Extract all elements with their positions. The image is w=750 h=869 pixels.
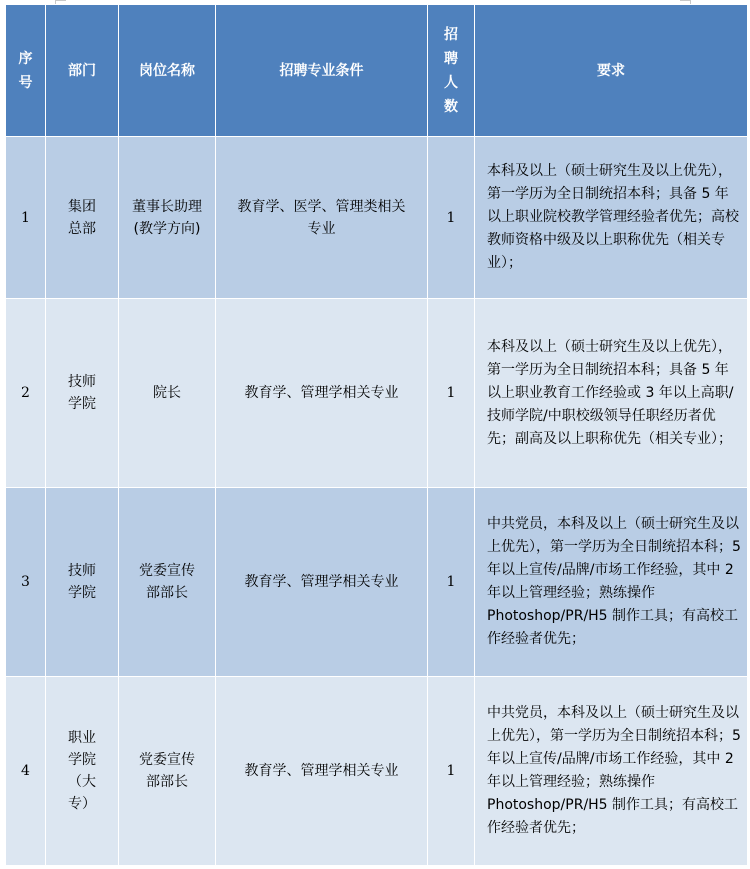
cell-dept: 集团总部 bbox=[46, 137, 119, 299]
header-major: 招聘专业条件 bbox=[216, 5, 428, 137]
header-position: 岗位名称 bbox=[119, 5, 216, 137]
cell-count: 1 bbox=[428, 137, 475, 299]
recruitment-table bbox=[5, 4, 748, 866]
table-row bbox=[6, 137, 748, 299]
cell-index: 2 bbox=[6, 299, 46, 488]
table-row bbox=[6, 488, 748, 677]
cell-major: 教育学、管理学相关专业 bbox=[216, 488, 428, 677]
header-count: 招聘人数 bbox=[428, 5, 475, 137]
cell-dept: 技师学院 bbox=[46, 299, 119, 488]
cell-index: 4 bbox=[6, 677, 46, 866]
cell-dept: 技师学院 bbox=[46, 488, 119, 677]
cell-position: 党委宣传部部长 bbox=[119, 677, 216, 866]
cell-major: 教育学、管理学相关专业 bbox=[216, 677, 428, 866]
header-dept: 部门 bbox=[46, 5, 119, 137]
cell-index: 1 bbox=[6, 137, 46, 299]
table-header-row bbox=[6, 5, 748, 137]
cell-position: 院长 bbox=[119, 299, 216, 488]
cell-requirements: 本科及以上（硕士研究生及以上优先），第一学历为全日制统招本科；具备 5 年以上职业院校教学管理经验者优先；高校教师资格中级及以上职称优先（相关专业）； bbox=[475, 137, 748, 299]
header-requirements: 要求 bbox=[475, 5, 748, 137]
cell-major: 教育学、医学、管理类相关专业 bbox=[216, 137, 428, 299]
table-row bbox=[6, 677, 748, 866]
cell-position: 党委宣传部部长 bbox=[119, 488, 216, 677]
cell-count: 1 bbox=[428, 488, 475, 677]
cell-count: 1 bbox=[428, 677, 475, 866]
cell-index: 3 bbox=[6, 488, 46, 677]
cell-requirements: 本科及以上（硕士研究生及以上优先），第一学历为全日制统招本科；具备 5 年以上职业教育工作经验或 3 年以上高职/技师学院/中职校级领导任职经历者优先；副高及以上职称优先（相关专业）； bbox=[475, 299, 748, 488]
header-index: 序号 bbox=[6, 5, 46, 137]
cell-requirements: 中共党员，本科及以上（硕士研究生及以上优先），第一学历为全日制统招本科；5 年以上宣传/品牌/市场工作经验，其中 2 年以上管理经验；熟练操作 Photoshop/PR/H5 制作工具；有高校工作经验者优先； bbox=[475, 677, 748, 866]
cell-major: 教育学、管理学相关专业 bbox=[216, 299, 428, 488]
cell-count: 1 bbox=[428, 299, 475, 488]
cell-dept: 职业学院（大专） bbox=[46, 677, 119, 866]
cell-requirements: 中共党员，本科及以上（硕士研究生及以上优先），第一学历为全日制统招本科；5 年以上宣传/品牌/市场工作经验，其中 2 年以上管理经验；熟练操作 Photoshop/PR/H5 制作工具；有高校工作经验者优先； bbox=[475, 488, 748, 677]
cell-position: 董事长助理(教学方向) bbox=[119, 137, 216, 299]
table-row bbox=[6, 299, 748, 488]
